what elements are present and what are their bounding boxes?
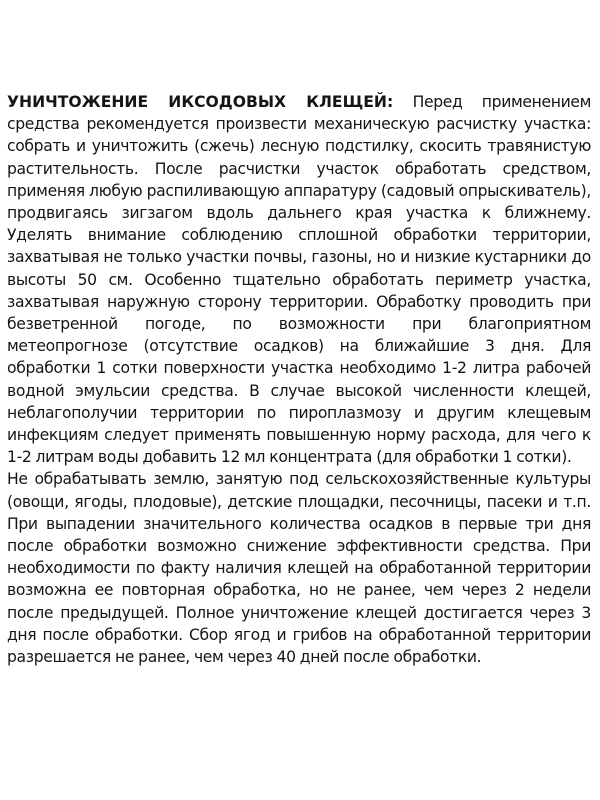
section-heading: УНИЧТОЖЕНИЕ ИКСОДОВЫХ КЛЕЩЕЙ: [7,93,394,111]
instruction-document [7,91,591,668]
paragraph-text: Перед применением средства рекомендуется произвести механическую расчистку участка: собрать и уничтожить (сжечь) лесную подстилку, скосить травянистую растительность. После расчистки участок обработать средством, применяя любую распиливающую аппаратуру (садовый опрыскиватель), продвигаясь зигзагом вдоль дальнего края участка к ближнему. Уделять внимание соблюдению сплошной обработки территории, захватывая не только участки почвы, газоны, но и низкие кустарники до высоты 50 см. Особенно тщательно обработать периметр участка, захватывая наружную сторону территории. Обработку проводить при безветренной погоде, по возможности при благоприятном метеопрогнозе (отсутствие осадков) на ближайшие 3 дня. Для обработки 1 сотки поверхности участка необходимо 1-2 литра рабочей водной эмульсии средства. В случае высокой численности клещей, неблагополучии территории по пироплазмозу и другим клещевым инфекциям следует применять повышенную норму расхода, для чего к 1-2 литрам воды добавить 12 мл концентрата (для обработки 1 сотки). [7,93,592,467]
paragraph-restrictions [7,468,591,668]
paragraph-treatment-procedure [7,91,591,468]
paragraph-text: Не обрабатывать землю, занятую под сельскохозяйственные культуры (овощи, ягоды, плодовые), детские площадки, песочницы, пасеки и т.п. При выпадении значительного количества осадков в первые три дня после обработки возможно снижение эффективности средства. При необходимости по факту наличия клещей на обработанной территории возможна ее повторная обработка, но не ранее, чем через 2 недели после предыдущей. Полное уничтожение клещей достигается через 3 дня после обработки. Сбор ягод и грибов на обработанной территории разрешается не ранее, чем через 40 дней после обработки. [7,470,591,667]
